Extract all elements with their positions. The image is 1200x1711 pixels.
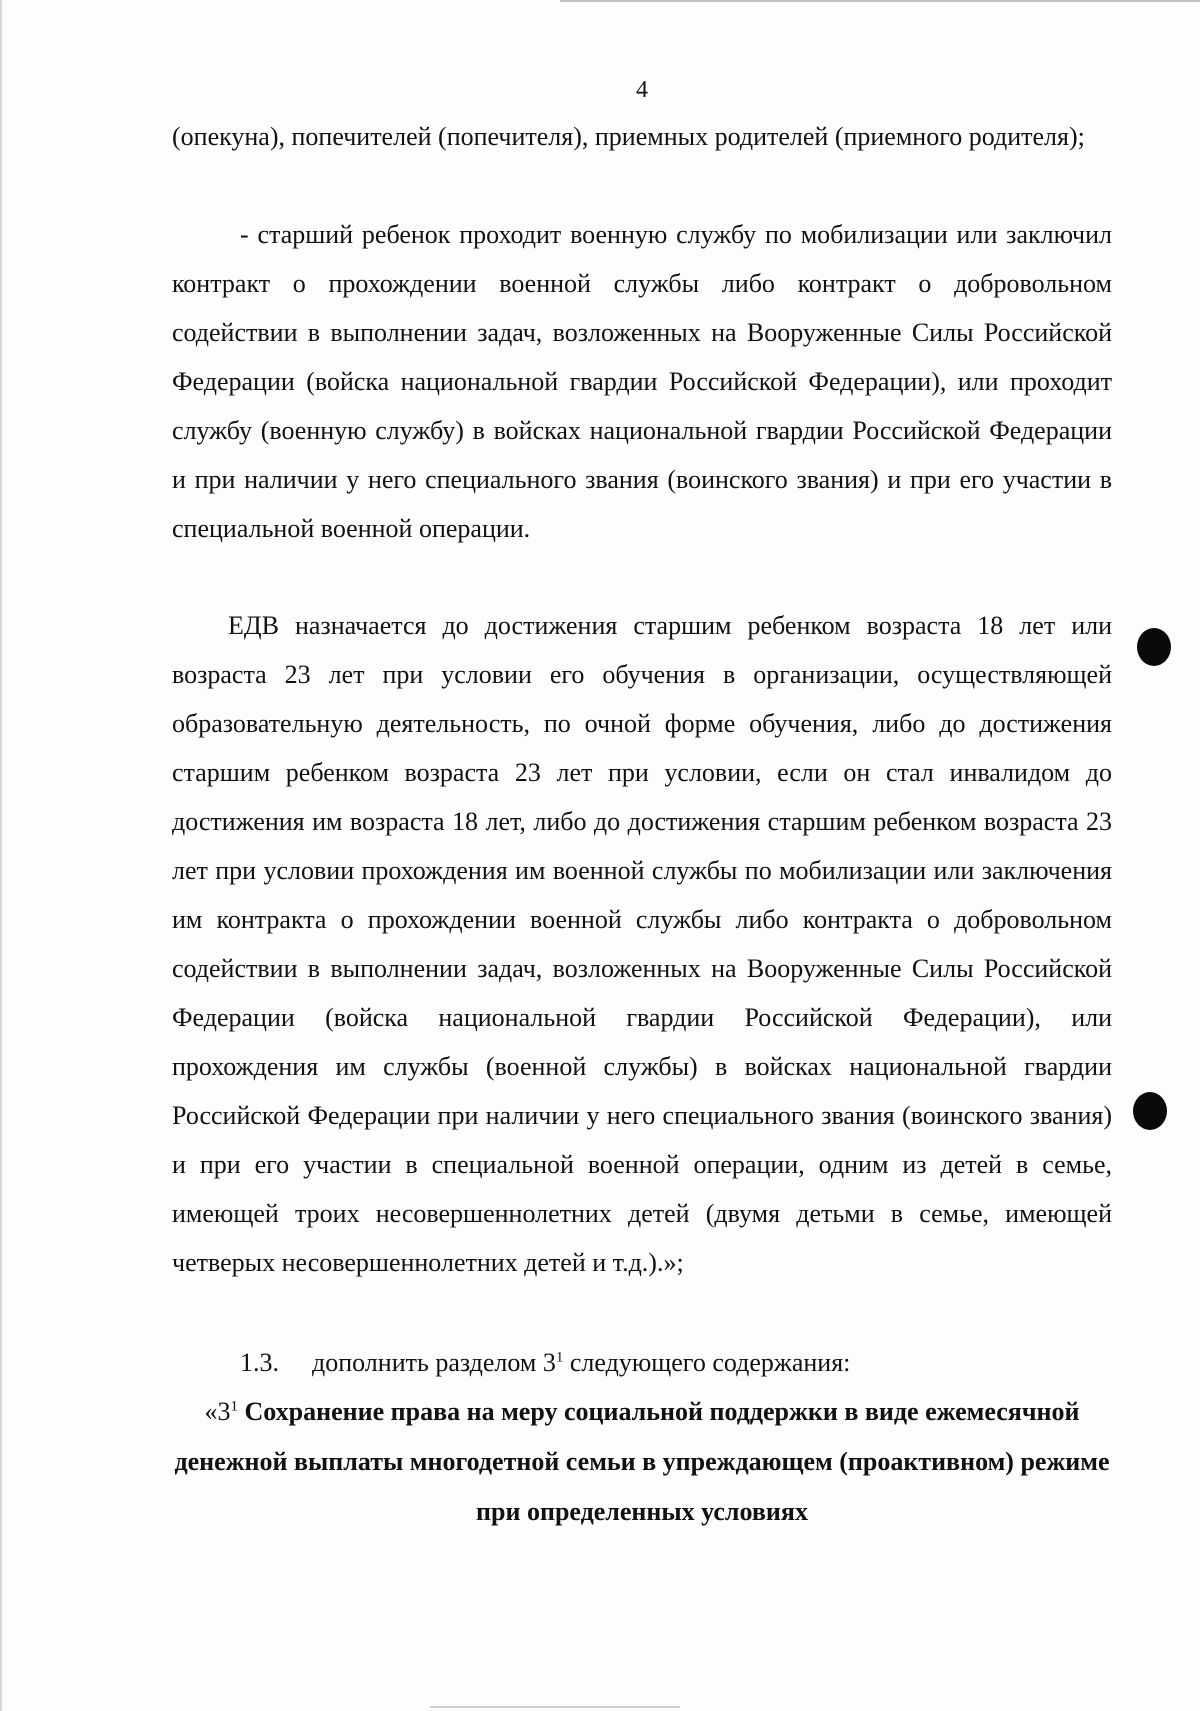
item-text-tail: следующего содержания: — [563, 1348, 851, 1377]
item-number: 1.3. — [240, 1348, 279, 1377]
section-heading — [172, 1387, 1112, 1537]
paragraph-edv-assignment: ЕДВ назначается до достижения старшим ребенком возраста 18 лет или возраста 23 лет при условии его обучения в организации, осуществляющей образовательную деятельность, по очной форме обучения, либо до достижения старшим ребенком возраста 23 лет при условии, если он стал инвалидом до достижения им возраста 18 лет, либо до достижения старшим ребенком возраста 23 лет при условии прохождения им военной службы по мобилизации или заключения им контракта о прохождении военной службы либо контракта о добровольном содействии в выполнении задач, возложенных на Вооруженные Силы Российской Федерации (войска национальной гвардии Российской Федерации), или прохождения им службы (военной службы) в войсках национальной гвардии Российской Федерации при наличии у него специального звания (воинского звания) и при его участии в специальной военной операции, одним из детей в семье, имеющей троих несовершеннолетних детей (двумя детьми в семье, имеющей четверых несовершеннолетних детей и т.д.).»; — [172, 611, 1112, 1277]
heading-text: Сохранение права на меру социальной поддержки в виде ежемесячной денежной выплаты многодетной семьи в упреждающем (проактивном) режиме при определенных условиях — [174, 1397, 1110, 1526]
punch-hole-mark — [1137, 628, 1171, 666]
scan-left-edge — [0, 0, 2, 1711]
item-text: дополнить разделом 3 — [312, 1348, 556, 1377]
item-superscript: 1 — [555, 1349, 564, 1366]
scan-bottom-edge — [430, 1706, 680, 1708]
heading-superscript: 1 — [230, 1398, 239, 1415]
paragraph-guardians: (опекуна), попечителей (попечителя), приемных родителей (приемного родителя); — [172, 122, 1085, 151]
page-number: 4 — [636, 77, 648, 103]
paragraph-military-service: - старший ребенок проходит военную службу по мобилизации или заключил контракт о прохождении военной службы либо контракт о добровольном содействии в выполнении задач, возложенных на Вооруженные Силы Российской Федерации (войска национальной гвардии Российской Федерации), или проходит службу (военную службу) в войсках национальной гвардии Российской Федерации и при наличии у него специального звания (воинского звания) и при его участии в специальной военной операции. — [172, 220, 1112, 543]
punch-hole-mark — [1133, 1092, 1167, 1130]
heading-quote: «3 — [204, 1397, 231, 1426]
amendment-item — [240, 1338, 850, 1387]
scan-top-edge — [560, 0, 1200, 2]
